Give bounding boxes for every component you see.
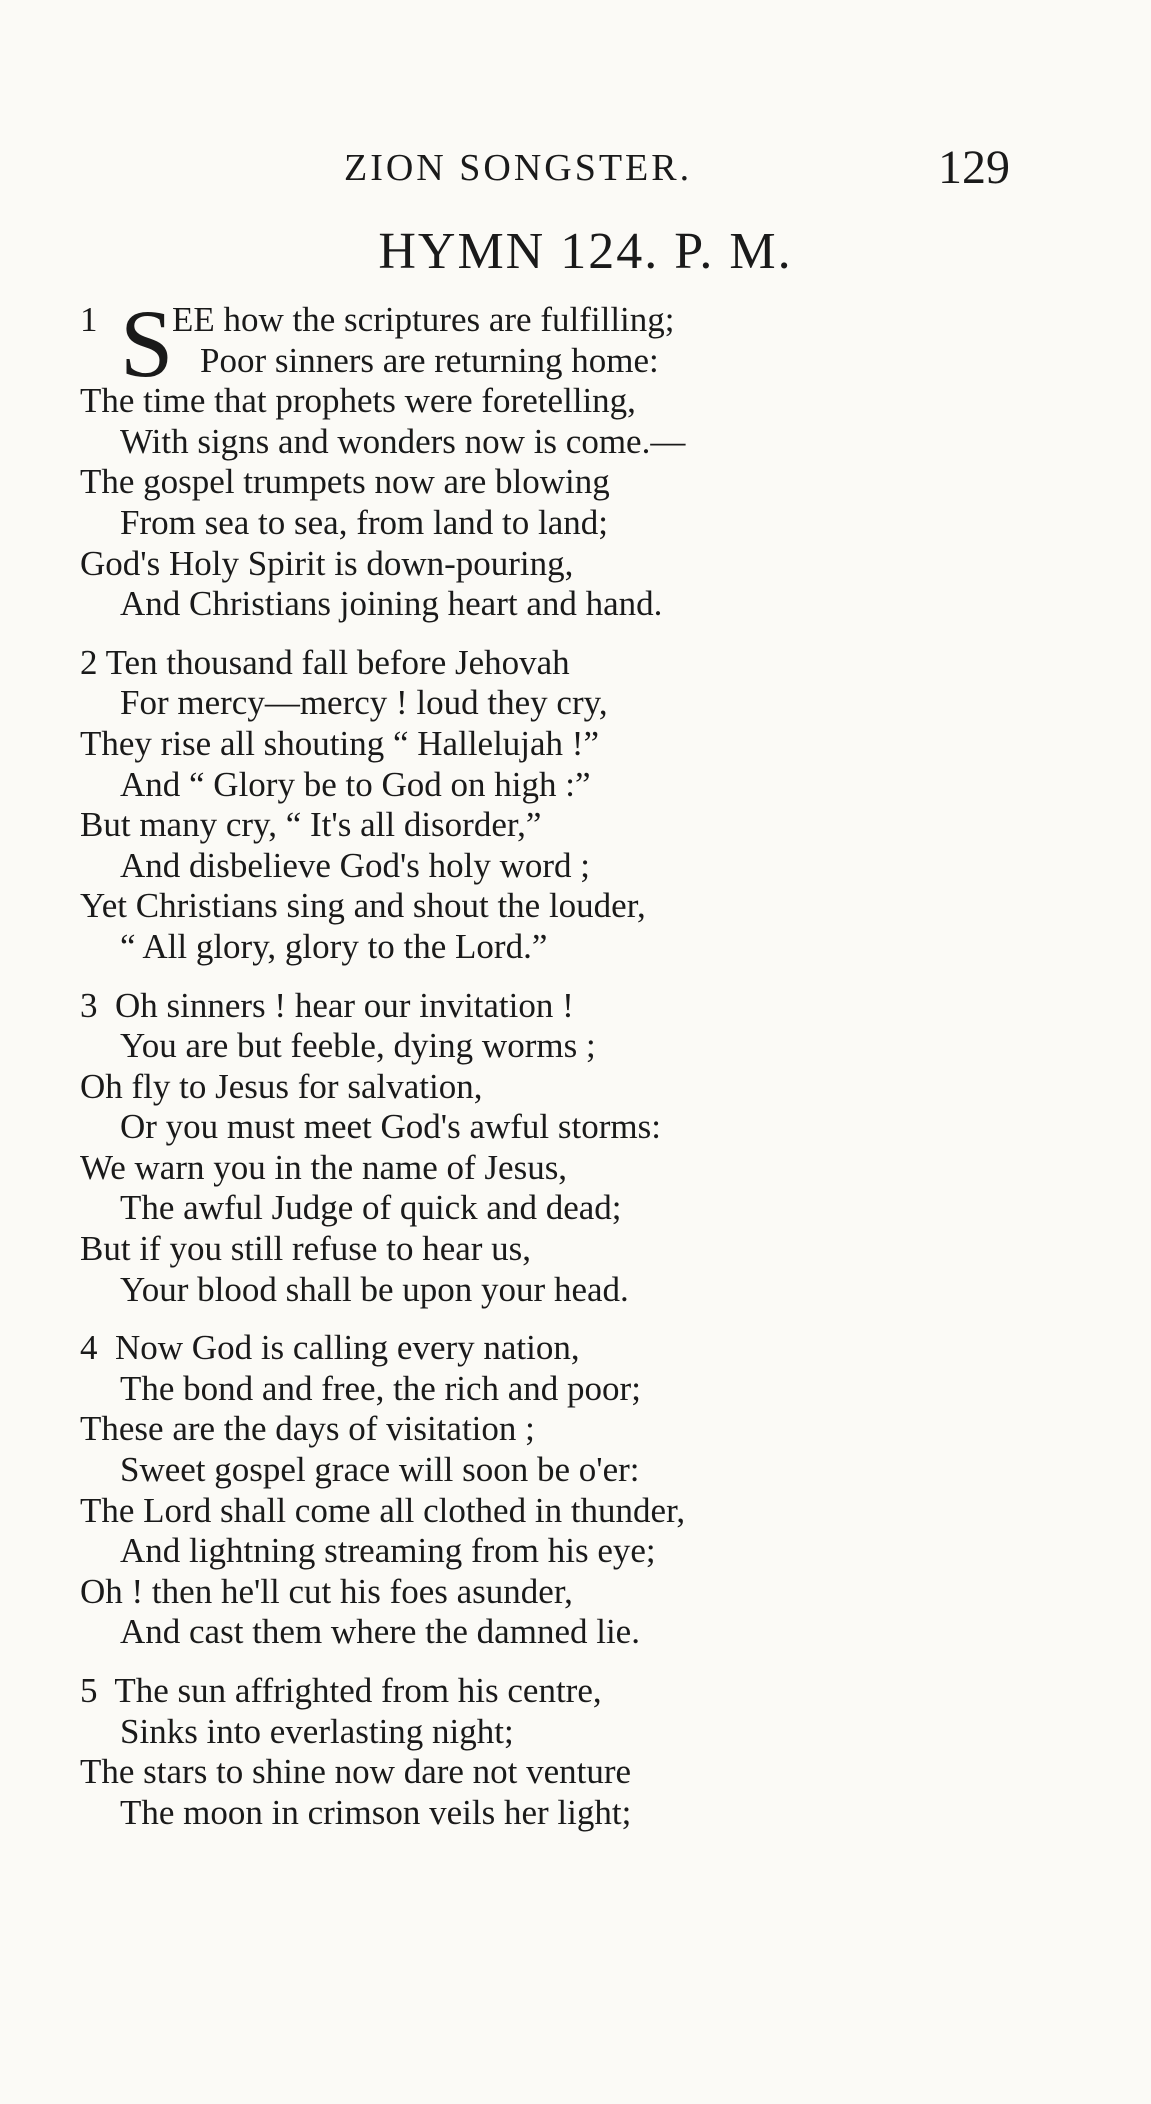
stanza-number: 2: [80, 642, 98, 682]
stanza-line: “ All glory, glory to the Lord.”: [120, 926, 548, 966]
stanza-number: 3: [80, 985, 98, 1025]
stanza-1: [80, 290, 1080, 625]
stanza-line: You are but feeble, dying worms ;: [120, 1026, 596, 1066]
stanza-line: With signs and wonders now is come.—: [120, 421, 686, 461]
stanza-line: Your blood shall be upon your head.: [120, 1269, 629, 1309]
stanza-2: [80, 643, 1080, 968]
stanza-line: The Lord shall come all clothed in thunder,: [80, 1490, 686, 1530]
line-text: Now God is calling every nation,: [115, 1328, 580, 1368]
stanza-3: [80, 986, 1080, 1311]
stanza-line: Sweet gospel grace will soon be o'er:: [120, 1450, 640, 1490]
stanza-line: And “ Glory be to God on high :”: [120, 764, 591, 804]
stanza-line: The gospel trumpets now are blowing: [80, 462, 610, 502]
stanza-line: Sinks into everlasting night;: [120, 1711, 514, 1751]
stanza-line: God's Holy Spirit is down-pouring,: [80, 543, 574, 583]
stanza-line: For mercy—mercy ! loud they cry,: [120, 683, 608, 723]
hymn-body: [80, 290, 1080, 1851]
stanza-line: The awful Judge of quick and dead;: [120, 1188, 622, 1228]
stanza-line: But if you still refuse to hear us,: [80, 1229, 532, 1269]
line-text: EE how the scriptures are fulfilling;: [172, 300, 675, 339]
drop-cap: S: [120, 290, 174, 397]
stanza-line: And cast them where the damned lie.: [120, 1612, 640, 1652]
page-number: 129: [938, 141, 1010, 194]
stanza-line: [80, 986, 1080, 1027]
stanza-line: The moon in crimson veils her light;: [120, 1792, 632, 1832]
stanza-line: Poor sinners are returning home:: [200, 340, 659, 380]
line-text: Oh sinners ! hear our invitation !: [115, 985, 574, 1025]
stanza-number: 4: [80, 1328, 98, 1368]
line-text: The sun affrighted from his centre,: [114, 1671, 602, 1710]
stanza-line: Oh fly to Jesus for salvation,: [80, 1066, 483, 1106]
stanza-line: And disbelieve God's holy word ;: [120, 845, 591, 885]
stanza-5: [80, 1671, 1080, 1833]
stanza-line: The stars to shine now dare not venture: [80, 1752, 632, 1792]
stanza-line: The bond and free, the rich and poor;: [120, 1368, 641, 1408]
stanza-number: 1: [80, 300, 98, 339]
running-head: [0, 140, 1151, 200]
stanza-line: [80, 1671, 1080, 1712]
stanza-line: They rise all shouting “ Hallelujah !”: [80, 723, 600, 763]
stanza-line: We warn you in the name of Jesus,: [80, 1147, 568, 1187]
stanza-4: [80, 1328, 1080, 1653]
stanza-line: These are the days of visitation ;: [80, 1409, 535, 1449]
book-title: ZION SONGSTER.: [344, 147, 693, 189]
hymn-title: HYMN 124. P. M.: [378, 223, 793, 280]
stanza-number: 5: [80, 1671, 98, 1710]
stanza-line: The time that prophets were foretelling,: [80, 381, 636, 421]
stanza-line: [80, 643, 1080, 684]
stanza-line: And lightning streaming from his eye;: [120, 1531, 656, 1571]
stanza-line: [80, 1328, 1080, 1369]
stanza-line: And Christians joining heart and hand.: [120, 584, 663, 624]
stanza-line: [80, 300, 1080, 341]
stanza-line: Oh ! then he'll cut his foes asunder,: [80, 1571, 573, 1611]
stanza-line: From sea to sea, from land to land;: [120, 502, 608, 542]
stanza-line: Yet Christians sing and shout the louder,: [80, 886, 646, 926]
stanza-line: Or you must meet God's awful storms:: [120, 1107, 661, 1147]
stanza-line: But many cry, “ It's all disorder,”: [80, 805, 542, 845]
line-text: Ten thousand fall before Jehovah: [105, 642, 570, 682]
